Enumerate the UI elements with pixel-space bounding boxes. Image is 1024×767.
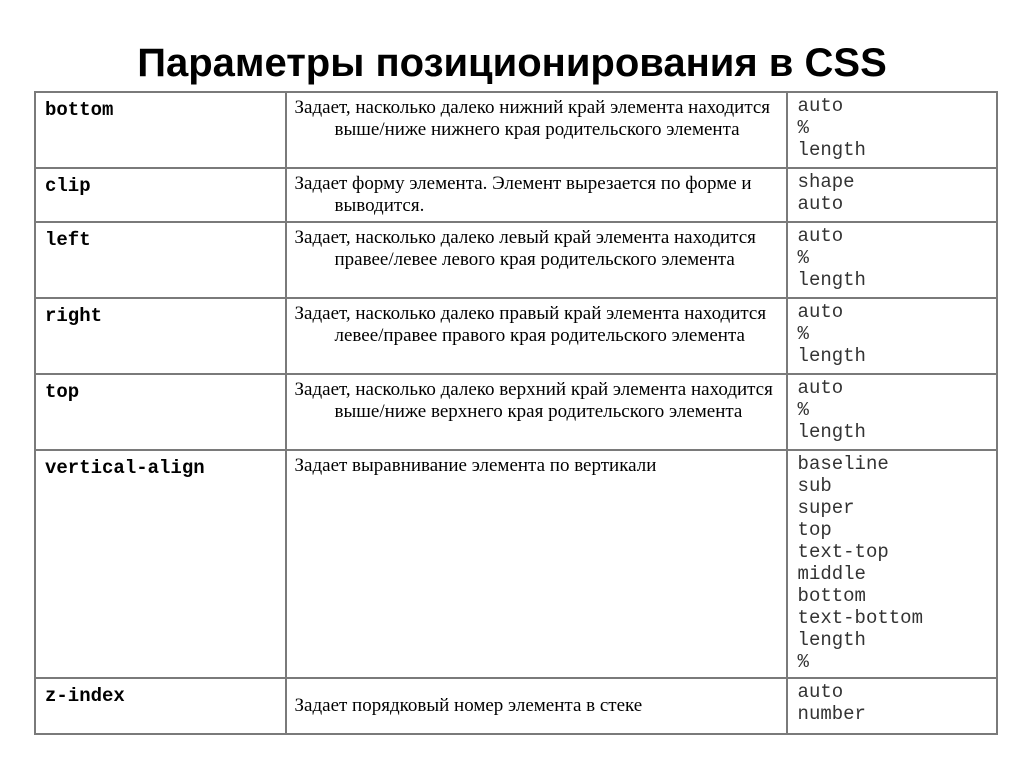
- property-description: Задает форму элемента. Элемент вырезается по форме и выводится.: [294, 173, 752, 216]
- property-description-cell: [286, 678, 787, 734]
- table-row-z-index: [35, 678, 997, 734]
- property-description-cell: [286, 222, 787, 298]
- property-description-cell: [286, 450, 787, 678]
- property-values-cell: [787, 168, 997, 222]
- property-values-cell: [787, 298, 997, 374]
- property-description-cell: [286, 298, 787, 374]
- property-description: Задает выравнивание элемента по вертикали: [294, 455, 657, 476]
- property-value: bottom: [797, 585, 866, 607]
- property-description: Задает, насколько далеко левый край элемента находится правее/левее левого края родительского элемента: [294, 227, 756, 270]
- property-value: length: [797, 269, 866, 291]
- table-row-top: [35, 374, 997, 450]
- property-values-cell: [787, 222, 997, 298]
- property-value: %: [797, 247, 809, 269]
- property-value: sub: [797, 475, 832, 497]
- property-value: middle: [797, 563, 866, 585]
- property-value: %: [797, 323, 809, 345]
- property-value: super: [797, 497, 855, 519]
- table-row-bottom: [35, 92, 997, 168]
- property-name-cell: [35, 92, 286, 168]
- property-name-cell: [35, 374, 286, 450]
- property-value: auto: [797, 377, 844, 399]
- property-description-cell: [286, 374, 787, 450]
- property-value: baseline: [797, 453, 889, 475]
- property-value: text-top: [797, 541, 889, 563]
- property-name-cell: [35, 450, 286, 678]
- property-value: %: [797, 651, 809, 673]
- property-value: %: [797, 399, 809, 421]
- property-name-cell: [35, 168, 286, 222]
- property-name-cell: [35, 298, 286, 374]
- property-value: text-bottom: [797, 607, 923, 629]
- css-positioning-table: [34, 91, 998, 735]
- property-value: top: [797, 519, 832, 541]
- property-value: length: [797, 421, 866, 443]
- property-name: top: [45, 381, 80, 403]
- property-value: shape: [797, 171, 855, 193]
- property-description-cell: [286, 92, 787, 168]
- property-value: auto: [797, 301, 844, 323]
- property-description: Задает, насколько далеко нижний край элемента находится выше/ниже нижнего края родительского элемента: [294, 97, 771, 140]
- property-value: length: [797, 629, 866, 651]
- table-row-left: [35, 222, 997, 298]
- property-value: auto: [797, 95, 844, 117]
- property-description-cell: [286, 168, 787, 222]
- property-value: number: [797, 703, 866, 725]
- property-name: left: [45, 229, 91, 251]
- property-values-cell: [787, 450, 997, 678]
- property-value: length: [797, 139, 866, 161]
- property-name-cell: [35, 678, 286, 734]
- property-value: auto: [797, 225, 844, 247]
- property-value: length: [797, 345, 866, 367]
- property-name: right: [45, 305, 103, 327]
- property-name: bottom: [45, 99, 114, 121]
- table-row-right: [35, 298, 997, 374]
- table-row-clip: [35, 168, 997, 222]
- property-values-cell: [787, 678, 997, 734]
- property-name: clip: [45, 175, 91, 197]
- property-values-cell: [787, 374, 997, 450]
- property-value: auto: [797, 193, 844, 215]
- property-value: auto: [797, 681, 844, 703]
- property-description: Задает порядковый номер элемента в стеке: [294, 695, 643, 716]
- table-row-vertical-align: [35, 450, 997, 678]
- property-description: Задает, насколько далеко правый край элемента находится левее/правее правого края родительского элемента: [294, 303, 767, 346]
- property-name: vertical-align: [45, 457, 205, 479]
- slide-title: Параметры позиционирования в CSS: [137, 41, 887, 85]
- property-name-cell: [35, 222, 286, 298]
- property-name: z-index: [45, 685, 125, 707]
- property-value: %: [797, 117, 809, 139]
- property-description: Задает, насколько далеко верхний край элемента находится выше/ниже верхнего края родительского элемента: [294, 379, 773, 422]
- property-values-cell: [787, 92, 997, 168]
